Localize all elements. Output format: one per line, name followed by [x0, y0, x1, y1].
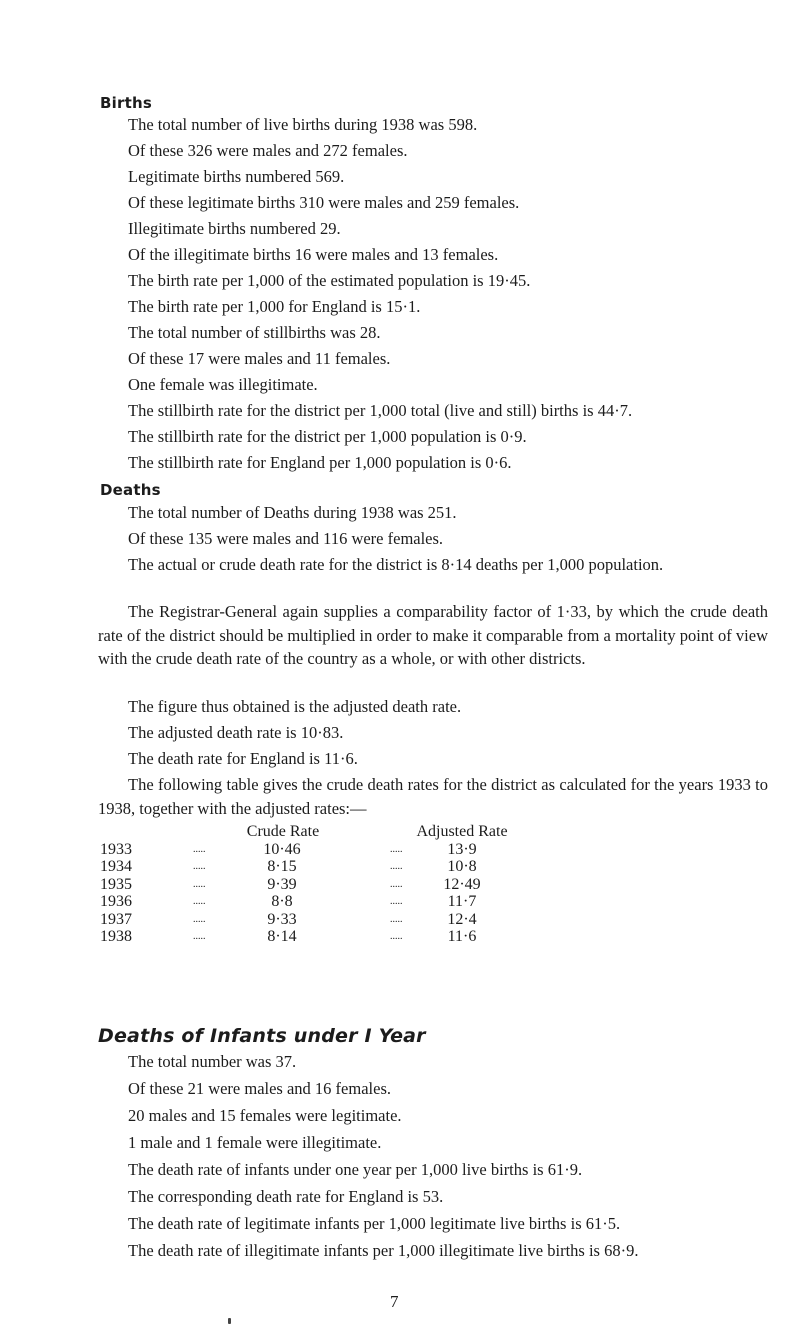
births-line: The total number of live births during 1938 was 598. [128, 115, 478, 134]
leader-dots: ..... [390, 861, 403, 872]
leader-dots: ..... [390, 931, 403, 942]
leader-dots: ..... [390, 843, 403, 855]
births-line: The birth rate per 1,000 for England is 15·1. [128, 297, 421, 316]
crude-rate-cell: 10·46 [263, 840, 301, 858]
table-row [100, 893, 760, 911]
leader-dots: ..... [193, 931, 206, 942]
crude-rate-cell: 9·39 [267, 875, 297, 893]
leader-dots: ..... [390, 878, 403, 890]
column-header-adjusted-rate: Adjusted Rate [416, 823, 508, 840]
infants-line: 20 males and 15 females were legitimate. [128, 1106, 402, 1125]
crude-death-rate-paragraph: The actual or crude death rate for the district is 8·14 deaths per 1,000 population. [128, 555, 664, 574]
infants-line: The death rate of illegitimate infants per 1,000 illegitimate live births is 68·9. [128, 1241, 639, 1260]
infants-line: The corresponding death rate for England is 53. [128, 1187, 444, 1206]
year-cell: 1933 [100, 840, 132, 858]
births-line: Of the illegitimate births 16 were males and 13 females. [128, 245, 499, 264]
deaths-heading: Deaths [100, 481, 161, 499]
death-rate-table [100, 823, 760, 946]
crude-rate-cell: 8·14 [267, 928, 297, 945]
infants-line: The death rate of legitimate infants per 1,000 legitimate live births is 61·5. [128, 1214, 621, 1233]
table-row [100, 876, 760, 894]
adjusted-rate-cell: 12·49 [443, 875, 481, 893]
adjusted-rate-cell: 11·7 [447, 893, 477, 910]
year-cell: 1934 [100, 858, 132, 875]
page-number: 7 [390, 1292, 399, 1311]
births-line: The stillbirth rate for England per 1,000 population is 0·6. [128, 453, 512, 472]
table-header-row [100, 823, 760, 841]
deaths-line: The figure thus obtained is the adjusted death rate. [128, 697, 462, 716]
comparability-paragraph: The Registrar-General again supplies a comparability factor of 1·33, by which the crude death rate of the district should be multiplied in order to make it comparable from a mortality point of view with the crude death rate of the country as a whole, or with other districts. [98, 602, 768, 668]
leader-dots: ..... [193, 896, 206, 907]
adjusted-rate-cell: 12·4 [447, 910, 477, 928]
table-row [100, 928, 760, 946]
infants-line: The total number was 37. [128, 1052, 297, 1071]
table-row [100, 841, 760, 859]
births-line: One female was illegitimate. [128, 375, 318, 394]
adjusted-rate-cell: 13·9 [447, 840, 477, 858]
year-cell: 1938 [100, 928, 132, 945]
deaths-line: Of these 135 were males and 116 were females. [128, 529, 444, 548]
births-heading: Births [100, 94, 152, 112]
leader-dots: ..... [193, 913, 206, 925]
table-intro-paragraph: The following table gives the crude death rates for the district as calculated for the years 1933 to 1938, together with the adjusted rates:— [98, 775, 768, 818]
crude-rate-cell: 8·8 [271, 893, 293, 910]
births-line: The stillbirth rate for the district per 1,000 population is 0·9. [128, 427, 527, 446]
infants-line: 1 male and 1 female were illegitimate. [128, 1133, 382, 1152]
births-line: Illegitimate births numbered 29. [128, 219, 341, 238]
infants-line: Of these 21 were males and 16 females. [128, 1079, 391, 1098]
deaths-line: The death rate for England is 11·6. [128, 749, 358, 768]
leader-dots: ..... [193, 843, 206, 855]
crude-rate-cell: 8·15 [267, 858, 297, 875]
year-cell: 1937 [100, 910, 132, 928]
leader-dots: ..... [390, 913, 403, 925]
adjusted-rate-cell: 10·8 [447, 858, 477, 875]
table-row [100, 911, 760, 929]
births-line: The total number of stillbirths was 28. [128, 323, 381, 342]
infants-line: The death rate of infants under one year per 1,000 live births is 61·9. [128, 1160, 583, 1179]
year-cell: 1936 [100, 893, 132, 910]
births-line: Legitimate births numbered 569. [128, 167, 345, 186]
infant-deaths-heading: Deaths of Infants under I Year [98, 1025, 426, 1047]
year-cell: 1935 [100, 875, 132, 893]
births-line: The stillbirth rate for the district per 1,000 total (live and still) births is 44·7. [128, 401, 633, 420]
leader-dots: ..... [193, 878, 206, 890]
births-line: Of these 17 were males and 11 females. [128, 349, 391, 368]
births-line: Of these legitimate births 310 were males and 259 females. [128, 193, 520, 212]
column-header-crude-rate: Crude Rate [246, 823, 320, 840]
deaths-line: The total number of Deaths during 1938 was 251. [128, 503, 457, 522]
crude-rate-cell: 9·33 [267, 910, 297, 928]
deaths-line: The adjusted death rate is 10·83. [128, 723, 344, 742]
births-line: Of these 326 were males and 272 females. [128, 141, 408, 160]
ink-speck [228, 1318, 231, 1324]
adjusted-rate-cell: 11·6 [447, 928, 477, 945]
births-line: The birth rate per 1,000 of the estimated population is 19·45. [128, 271, 531, 290]
table-row [100, 858, 760, 876]
leader-dots: ..... [193, 861, 206, 872]
leader-dots: ..... [390, 896, 403, 907]
